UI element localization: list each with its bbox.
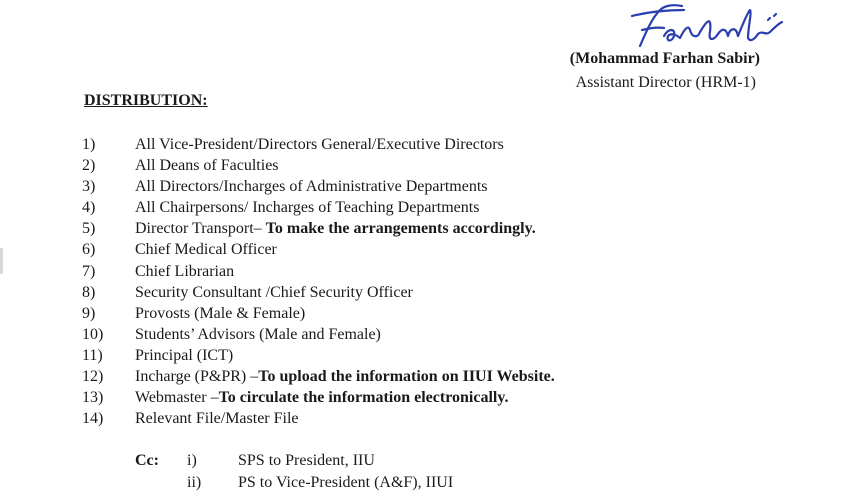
item-text: Principal (ICT) (135, 346, 234, 364)
item-text: Chief Librarian (135, 262, 235, 280)
item-text: Students’ Advisors (Male and Female) (135, 325, 381, 343)
item-number: 4) (82, 199, 96, 217)
list-item (0, 134, 842, 155)
item-number: 3) (82, 178, 96, 196)
cc-number: ii) (187, 474, 202, 491)
cc-label: Cc: (135, 452, 159, 469)
signature-block (542, 0, 842, 100)
list-item (0, 218, 842, 239)
item-text: All Deans of Faculties (135, 157, 279, 175)
distribution-heading: DISTRIBUTION: (84, 92, 208, 109)
item-instruction: To upload the information on IIUI Website. (258, 368, 555, 386)
list-item (0, 176, 842, 197)
item-number: 1) (82, 136, 96, 153)
item-text: Incharge (P&PR) –To upload the information on IIUI Website. (135, 368, 555, 386)
signatory-name: (Mohammad Farhan Sabir) (569, 50, 760, 67)
cc-text: PS to Vice-President (A&F), IIUI (238, 474, 454, 491)
cc-text: SPS to President, IIU (238, 452, 375, 469)
item-number: 6) (82, 241, 96, 259)
item-text: Relevant File/Master File (135, 410, 299, 428)
distribution-list (0, 134, 842, 429)
list-item (0, 303, 842, 324)
item-text: All Vice-President/Directors General/Executive Directors (135, 136, 504, 153)
item-text: Provosts (Male & Female) (135, 304, 306, 322)
item-text: Security Consultant /Chief Security Officer (135, 283, 413, 301)
scan-edge-mark (0, 248, 3, 274)
item-instruction: To make the arrangements accordingly. (265, 220, 536, 238)
list-item (0, 261, 842, 282)
item-number: 9) (82, 304, 96, 322)
list-item (0, 366, 842, 387)
list-item (0, 345, 842, 366)
item-number: 5) (82, 220, 96, 238)
item-number: 12) (82, 368, 104, 386)
list-item (0, 155, 842, 176)
item-number: 7) (82, 262, 96, 280)
item-text: Webmaster –To circulate the information electronically. (135, 389, 509, 407)
item-instruction: To circulate the information electronically. (218, 389, 509, 407)
item-number: 8) (82, 283, 96, 301)
cc-item (0, 450, 842, 472)
list-item (0, 282, 842, 303)
item-number: 14) (82, 410, 104, 428)
item-text: Chief Medical Officer (135, 241, 277, 259)
item-text: All Directors/Incharges of Administrative Departments (135, 178, 488, 196)
list-item (0, 324, 842, 345)
cc-item (0, 472, 842, 494)
list-item (0, 197, 842, 218)
item-number: 11) (82, 346, 103, 364)
cc-number: i) (187, 452, 197, 469)
list-item (0, 387, 842, 408)
item-text: All Chairpersons/ Incharges of Teaching Departments (135, 199, 480, 217)
list-item (0, 408, 842, 429)
item-number: 13) (82, 389, 104, 407)
list-item (0, 239, 842, 260)
item-number: 2) (82, 157, 96, 175)
item-number: 10) (82, 325, 104, 343)
item-text: Director Transport– To make the arrangements accordingly. (135, 220, 536, 238)
cc-block (0, 450, 842, 494)
signatory-title: Assistant Director (HRM-1) (575, 74, 756, 91)
